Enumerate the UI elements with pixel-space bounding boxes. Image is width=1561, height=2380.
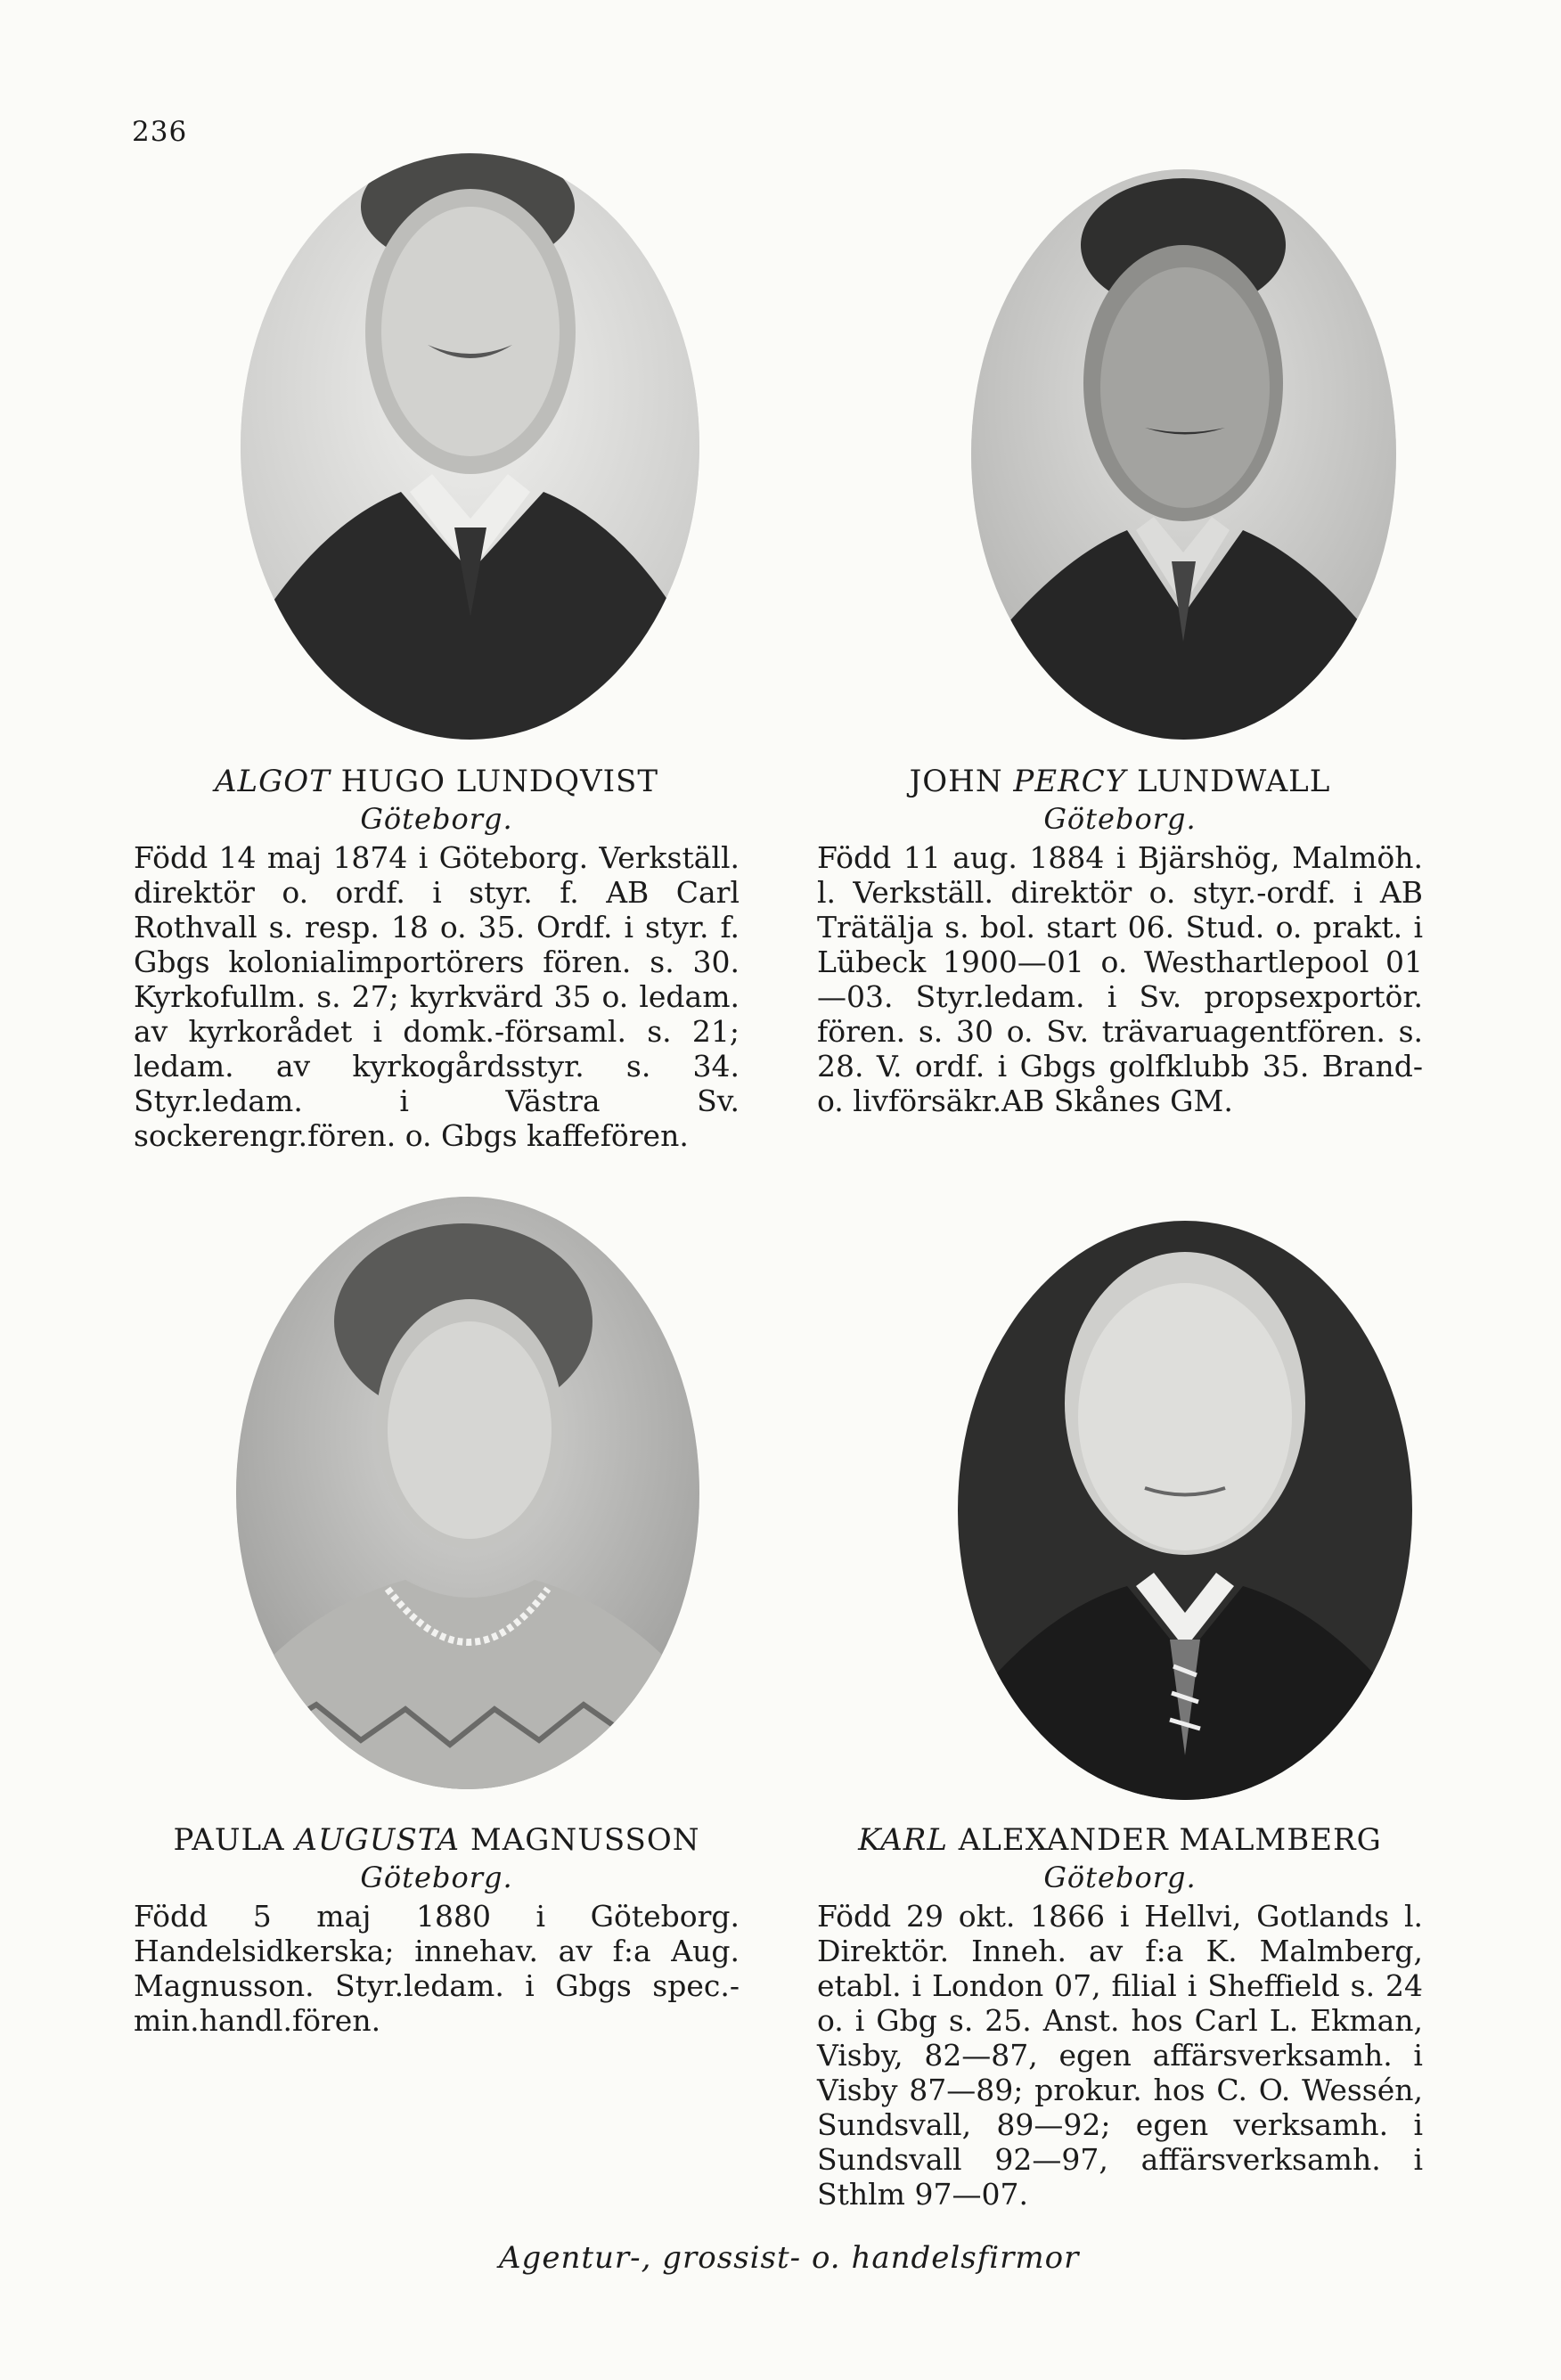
- name-pre: JOHN: [909, 764, 1014, 799]
- person-name: [125, 765, 748, 799]
- biography-entry-malmberg: [808, 1823, 1432, 2212]
- page-number: 236: [132, 116, 188, 148]
- portrait-photo-malmberg: [958, 1221, 1412, 1800]
- biography-entry-lundwall: [808, 765, 1432, 1118]
- person-bio: Född 14 maj 1874 i Göteborg. Verkställ. direktör o. ordf. i styr. f. AB Carl Rothvall s. resp. 18 o. 35. Ordf. i styr. f. Gbgs kolonialimportörers fören. s. 30. Kyrkofullm. s. 27; kyrkvärd 35 o. ledam. av kyrkorådet i domk.-församl. s. 21; ledam. av kyrkogårdsstyr. s. 34. Styr.ledam. i Västra Sv. sockerengr.fören. o. Gbgs kaffefören.: [134, 840, 740, 1153]
- person-bio: Född 29 okt. 1866 i Hellvi, Gotlands l. Direktör. Inneh. av f:a K. Malmberg, etabl. i London 07, filial i Sheffield s. 24 o. i Gbg s. 25. Anst. hos Carl L. Ekman, Visby, 82—87, egen affärsverksamh. i Visby 87—89; prokur. hos C. O. Wessén, Sundsvall, 89—92; egen verksamh. i Sundsvall 92—97, affärsverksamh. i Sthlm 97—07.: [817, 1899, 1423, 2212]
- name-rest: ALEXANDER MALMBERG: [947, 1822, 1382, 1858]
- portrait-photo-lundqvist: [241, 153, 699, 740]
- name-rest: HUGO LUNDQVIST: [330, 764, 658, 799]
- name-rest: LUNDWALL: [1126, 764, 1331, 799]
- person-name: [125, 1823, 748, 1858]
- name-italic-part: PERCY: [1013, 764, 1127, 799]
- person-city: Göteborg.: [360, 1861, 513, 1894]
- footer-part-3: o.: [811, 2240, 841, 2276]
- footer-part-1: Agentur-,: [499, 2240, 652, 2276]
- person-name: [808, 765, 1432, 799]
- portrait-photo-lundwall: [971, 169, 1396, 740]
- person-city: Göteborg.: [1043, 802, 1197, 836]
- biography-entry-magnusson: [125, 1823, 748, 2038]
- name-italic-part: ALGOT: [214, 764, 331, 799]
- person-name: [808, 1823, 1432, 1858]
- person-bio: Född 5 maj 1880 i Göteborg. Handelsidkerska; innehav. av f:a Aug. Magnusson. Styr.ledam. i Gbgs spec.-min.handl.fören.: [134, 1899, 740, 2038]
- name-rest: MAGNUSSON: [460, 1822, 700, 1858]
- page-footer: [499, 2240, 1079, 2276]
- name-italic-part: AUGUSTA: [295, 1822, 461, 1858]
- name-italic-part: KARL: [858, 1822, 948, 1858]
- biography-entry-lundqvist: [125, 765, 748, 1153]
- portrait-photo-magnusson: [236, 1197, 699, 1789]
- footer-part-2: grossist-: [662, 2240, 802, 2276]
- name-pre: PAULA: [173, 1822, 296, 1858]
- person-bio: Född 11 aug. 1884 i Bjärshög, Malmöh. l. Verkställ. direktör o. styr.-ordf. i AB Trätälja s. bol. start 06. Stud. o. prakt. i Lübeck 1900—01 o. Westhartlepool 01—03. Styr.ledam. i Sv. propsexportör. fören. s. 30 o. Sv. trävaruagentfören. s. 28. V. ordf. i Gbgs golfklubb 35. Brand- o. livförsäkr.AB Skånes GM.: [817, 840, 1423, 1118]
- footer-part-4: handelsfirmor: [851, 2240, 1080, 2276]
- person-city: Göteborg.: [1043, 1861, 1197, 1894]
- person-city: Göteborg.: [360, 802, 513, 836]
